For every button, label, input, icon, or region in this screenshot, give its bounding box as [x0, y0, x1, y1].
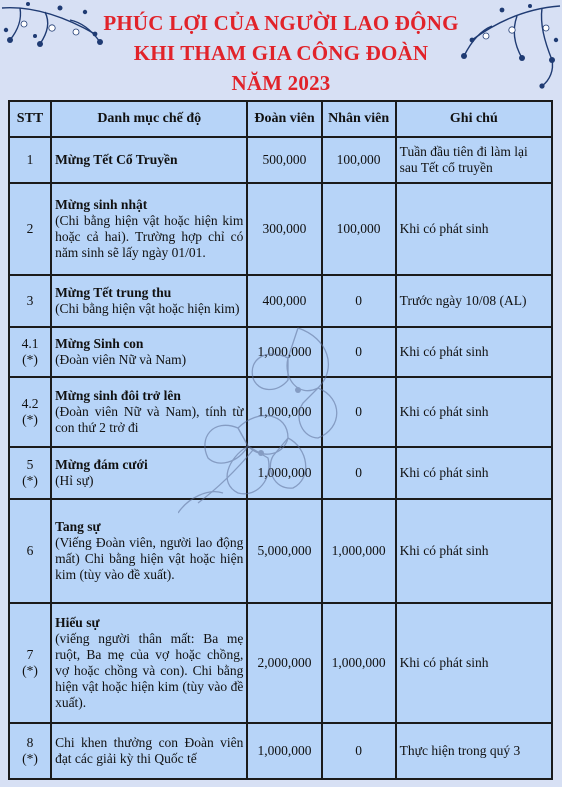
row-stt-number: 3: [26, 293, 34, 308]
row-category: [51, 377, 247, 447]
row-category: [51, 603, 247, 723]
row-stt: [9, 499, 51, 603]
row-employee-amount: 1,000,000: [322, 603, 396, 723]
category-description: (Đoàn viên Nữ và Nam): [55, 352, 187, 367]
row-member-amount: 300,000: [247, 183, 321, 275]
table-row: [9, 275, 552, 327]
category-description: (Viếng Đoàn viên, người lao động mất) Chi bằng hiện vật hoặc hiện kim (tùy vào đề xuất).: [55, 535, 244, 582]
row-stt: [9, 137, 51, 183]
row-employee-amount: 0: [322, 723, 396, 779]
title-line-3: NĂM 2023: [231, 71, 331, 95]
row-member-amount: 2,000,000: [247, 603, 321, 723]
row-member-amount: 1,000,000: [247, 327, 321, 377]
category-description: (Đoàn viên Nữ và Nam), tính từ con thứ 2 trở đi: [55, 404, 244, 435]
row-category: [51, 183, 247, 275]
category-title: Hiếu sự: [55, 615, 100, 630]
row-employee-amount: 100,000: [322, 137, 396, 183]
row-stt: [9, 603, 51, 723]
row-category: [51, 447, 247, 499]
table-row: [9, 499, 552, 603]
row-stt-number: 7: [26, 647, 34, 662]
category-description: (viếng người thân mất: Ba mẹ ruột, Ba mẹ của vợ hoặc chồng, vợ hoặc chồng và con). Chi bằng hiện vật hoặc hiện kim (tùy vào đề xuất).: [55, 631, 244, 710]
row-stt: [9, 327, 51, 377]
table-row: [9, 723, 552, 779]
category-description: (Chi bằng hiện vật hoặc hiện kim): [55, 301, 240, 316]
row-employee-amount: 0: [322, 377, 396, 447]
header-category: Danh mục chế độ: [51, 101, 247, 137]
row-stt-number: 5: [26, 457, 34, 472]
row-stt-marker: (*): [22, 412, 38, 427]
category-title: Mừng đám cưới: [55, 457, 148, 472]
benefits-table: [8, 100, 553, 780]
table-row: [9, 603, 552, 723]
row-category: [51, 275, 247, 327]
row-stt-marker: (*): [22, 352, 38, 367]
row-employee-amount: 0: [322, 327, 396, 377]
row-stt: [9, 183, 51, 275]
row-stt-number: 8: [26, 735, 34, 750]
category-title: Mừng Sinh con: [55, 336, 144, 351]
header-note: Ghi chú: [396, 101, 552, 137]
row-employee-amount: 0: [322, 447, 396, 499]
poster-title: [0, 8, 562, 98]
category-title: Tang sự: [55, 519, 101, 534]
row-stt: [9, 275, 51, 327]
row-stt: [9, 723, 51, 779]
row-member-amount: 1,000,000: [247, 723, 321, 779]
row-member-amount: 5,000,000: [247, 499, 321, 603]
row-employee-amount: 1,000,000: [322, 499, 396, 603]
row-stt-number: 2: [26, 221, 34, 236]
row-category: [51, 327, 247, 377]
table-row: [9, 183, 552, 275]
table-row: [9, 137, 552, 183]
category-description: (Hỉ sự): [55, 473, 94, 488]
row-stt-number: 4.2: [21, 396, 39, 411]
table-row: [9, 447, 552, 499]
row-note: Khi có phát sinh: [396, 499, 552, 603]
category-title: Mừng Tết trung thu: [55, 285, 172, 300]
row-note: Khi có phát sinh: [396, 447, 552, 499]
row-employee-amount: 0: [322, 275, 396, 327]
table-row: [9, 377, 552, 447]
category-title: Mừng sinh đôi trở lên: [55, 388, 181, 403]
row-note: Khi có phát sinh: [396, 603, 552, 723]
category-description: Chi khen thưởng con Đoàn viên đạt các giải kỳ thi Quốc tế: [55, 735, 244, 766]
row-note: Tuần đầu tiên đi làm lại sau Tết cổ truyền: [396, 137, 552, 183]
row-stt: [9, 447, 51, 499]
header-employee: Nhân viên: [322, 101, 396, 137]
row-member-amount: 1,000,000: [247, 377, 321, 447]
category-description: (Chi bằng hiện vật hoặc hiện kim hoặc cả hai). Trường hợp chỉ có năm sinh sẽ lấy ngày 01/01.: [55, 213, 244, 260]
header-stt: STT: [9, 101, 51, 137]
row-note: Thực hiện trong quý 3: [396, 723, 552, 779]
row-stt-marker: (*): [22, 751, 38, 766]
row-stt-number: 4.1: [21, 336, 39, 351]
header-member: Đoàn viên: [247, 101, 321, 137]
row-member-amount: 400,000: [247, 275, 321, 327]
row-stt-marker: (*): [22, 663, 38, 678]
row-category: [51, 723, 247, 779]
title-line-2: KHI THAM GIA CÔNG ĐOÀN: [133, 41, 429, 65]
row-employee-amount: 100,000: [322, 183, 396, 275]
row-note: Trước ngày 10/08 (AL): [396, 275, 552, 327]
row-stt-marker: (*): [22, 473, 38, 488]
category-title: Mừng Tết Cổ Truyền: [55, 152, 178, 167]
table-header-row: [9, 101, 552, 137]
title-line-1: PHÚC LỢI CỦA NGƯỜI LAO ĐỘNG: [103, 11, 459, 35]
row-note: Khi có phát sinh: [396, 377, 552, 447]
row-stt-number: 6: [26, 543, 34, 558]
row-stt-number: 1: [26, 152, 34, 167]
row-stt: [9, 377, 51, 447]
row-category: [51, 137, 247, 183]
row-note: Khi có phát sinh: [396, 183, 552, 275]
row-note: Khi có phát sinh: [396, 327, 552, 377]
table-row: [9, 327, 552, 377]
category-title: Mừng sinh nhật: [55, 197, 148, 212]
row-member-amount: 1,000,000: [247, 447, 321, 499]
row-member-amount: 500,000: [247, 137, 321, 183]
row-category: [51, 499, 247, 603]
